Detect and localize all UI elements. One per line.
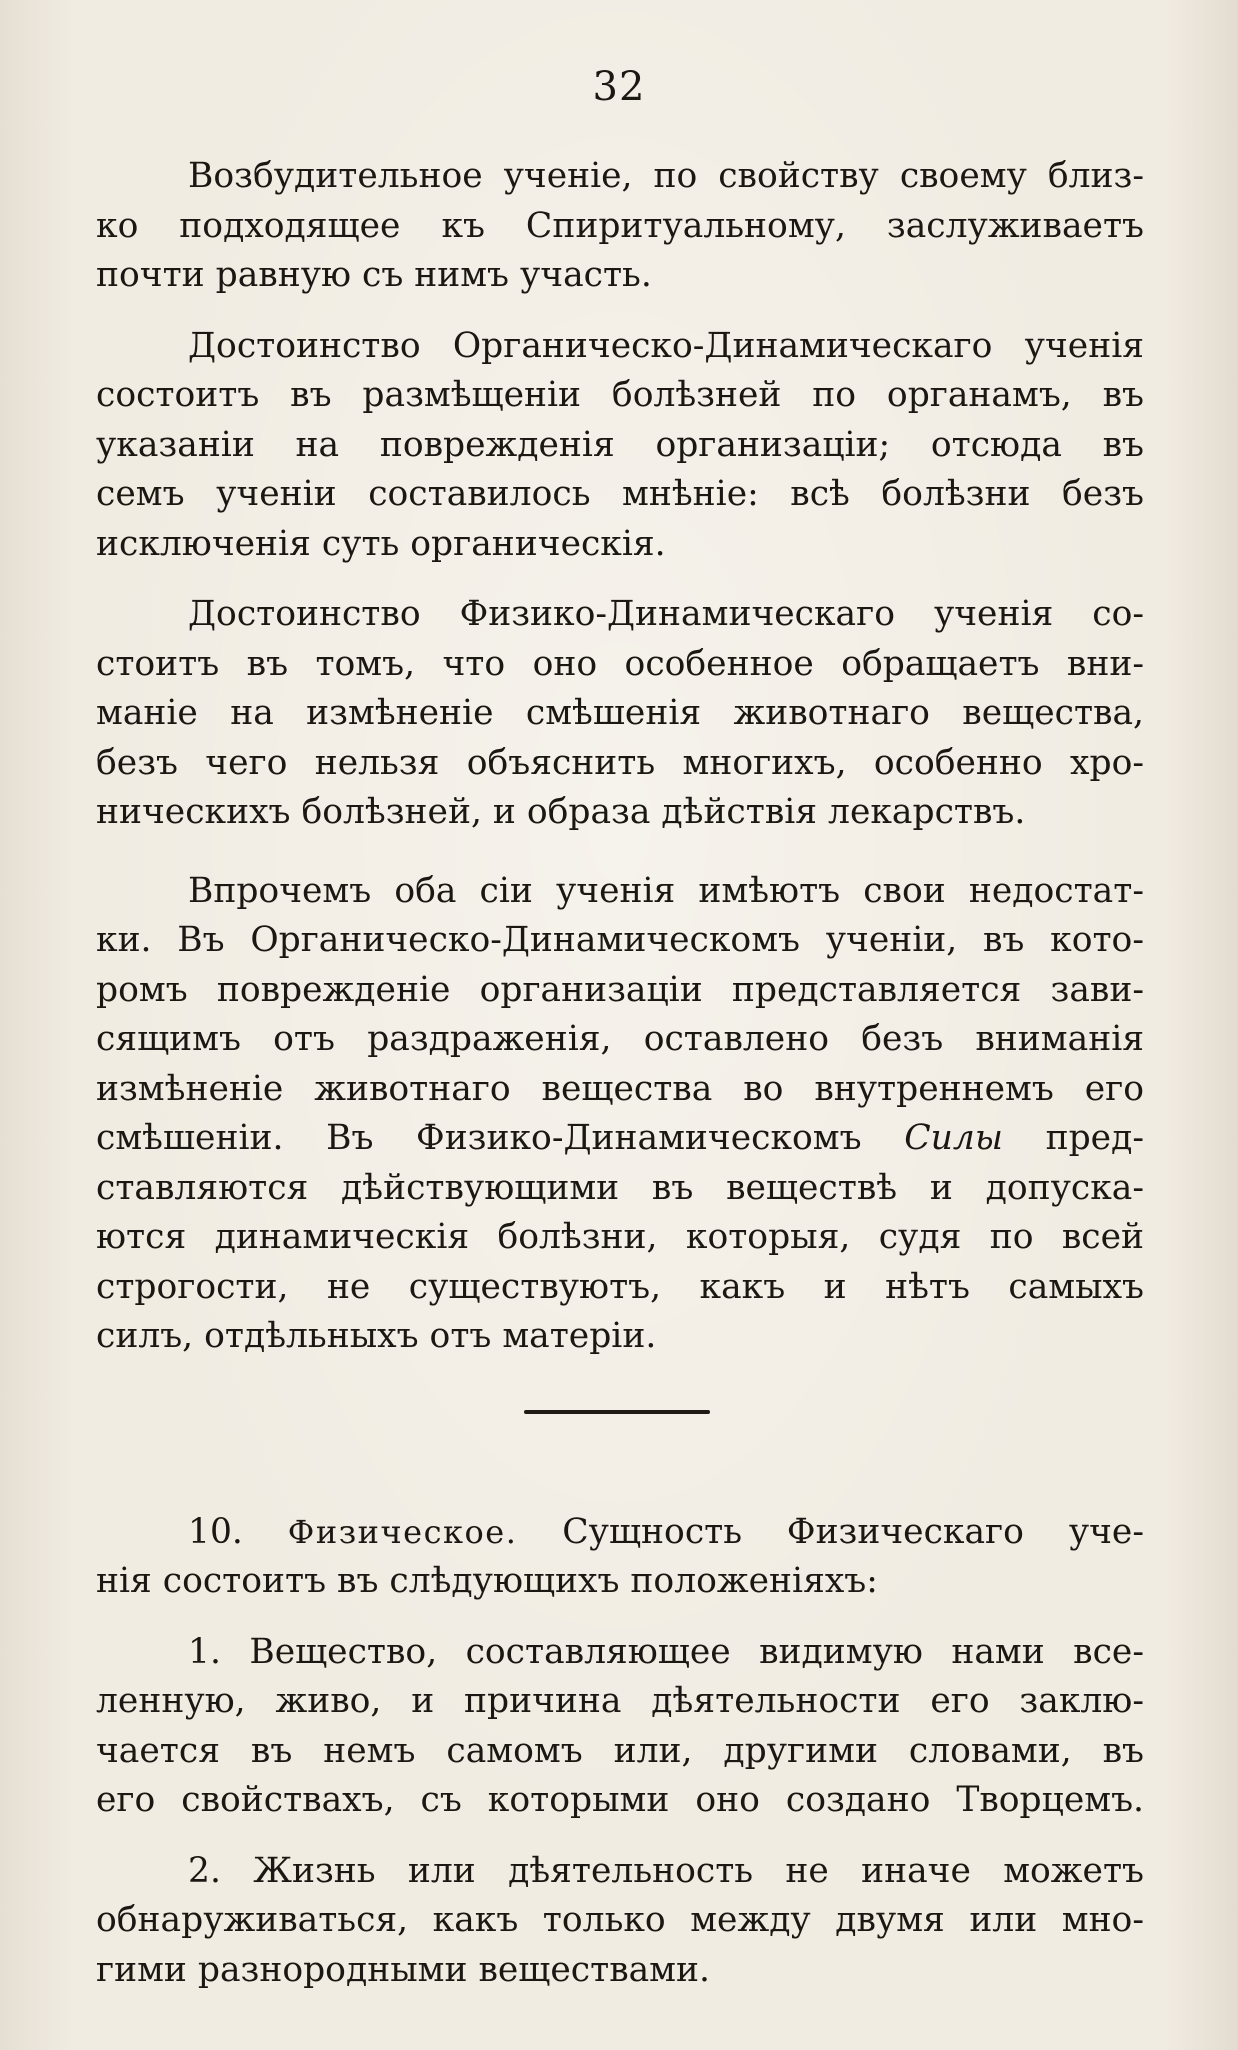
text-run: смѣшеніи. Въ Физико-Динамическомъ [96,1118,905,1158]
text-line: строгости, не существуютъ, какъ и нѣтъ самыхъ [96,1266,1144,1307]
page-text [96,152,1144,2016]
text-run: пред- [1002,1118,1144,1158]
text-line: указаніи на поврежденія организаціи; отсюда въ [96,424,1144,465]
text-line: ки. Въ Органическо-Динамическомъ ученіи, въ кото- [96,920,1144,960]
text-line: Достоинство Органическо-Динамическаго ученія [188,325,1144,366]
text-line: силъ, отдѣльныхъ отъ матеріи. [96,1316,657,1356]
text-line: его свойствахъ, съ которыми оно создано Творцемъ. [96,1780,1144,1820]
text-line: Впрочемъ оба сіи ученія имѣютъ свои недостат- [188,870,1144,911]
text-line: маніе на измѣненіе смѣшенія животнаго вещества, [96,693,1144,733]
text-line: ставляются дѣйствующими въ веществѣ и допуска- [96,1167,1144,1208]
text-line: ются динамическія болѣзни, которыя, судя по всей [96,1217,1144,1257]
section-heading: Физическое. [287,1512,518,1551]
text-line: ленную, живо, и причина дѣятельности его заклю- [96,1681,1144,1721]
text-line: семъ ученіи составилось мнѣніе: всѣ болѣзни безъ [96,474,1144,514]
text-line: гими разнородными веществами. [96,1949,710,1990]
divider-rule [524,1410,710,1414]
text-run: Сущность Физическаго уче- [517,1511,1144,1552]
text-line: чается въ немъ самомъ или, другими словами, въ [96,1730,1144,1771]
text-line: ническихъ болѣзней, и образа дѣйствія лекарствъ. [96,792,1026,832]
text-line: сящимъ отъ раздраженія, оставлено безъ вниманія [96,1019,1144,1059]
section-heading-line [96,1508,1144,1558]
text-line: состоитъ въ размѣщеніи болѣзней по органамъ, въ [96,375,1144,415]
text-line: стоитъ въ томъ, что оно особенное обращаетъ вни- [96,643,1144,684]
section-10-paragraph [96,1508,1144,1607]
section-divider [96,1362,1144,1508]
text-line: Возбудительное ученіе, по свойству своему близ- [188,156,1144,196]
page-number: 32 [592,64,646,110]
italic-word: Силы [904,1118,1003,1158]
numbered-point-1 [96,1628,1144,1826]
text-line: ромъ поврежденіе организаціи представляется зави- [96,969,1144,1010]
text-line: Достоинство Физико-Динамическаго ученія со- [188,594,1144,634]
paragraph-3 [96,590,1144,838]
text-line: 2. Жизнь или дѣятельность не иначе можетъ [188,1850,1144,1891]
text-line: исключенія суть органическія. [96,523,666,564]
paragraph-4 [96,867,1144,1362]
text-line: измѣненіе животнаго вещества во внутреннемъ его [96,1068,1144,1109]
text-line: нія состоитъ въ слѣдующихъ положеніяхъ: [96,1561,878,1601]
paragraph-1 [96,152,1144,301]
numbered-point-2 [96,1847,1144,1996]
paragraph-2 [96,322,1144,570]
text-line: обнаруживаться, какъ только между двумя или мно- [96,1900,1144,1940]
text-line: безъ чего нельзя объяснить многихъ, особенно хро- [96,742,1144,783]
text-line: ко подходящее къ Спиритуальному, заслуживаетъ [96,205,1144,246]
text-line-with-italic [96,1114,1144,1164]
section-number: 10. [188,1511,243,1552]
text-line: 1. Вещество, составляющее видимую нами все- [188,1631,1144,1672]
text-line: почти равную съ нимъ участь. [96,255,652,295]
